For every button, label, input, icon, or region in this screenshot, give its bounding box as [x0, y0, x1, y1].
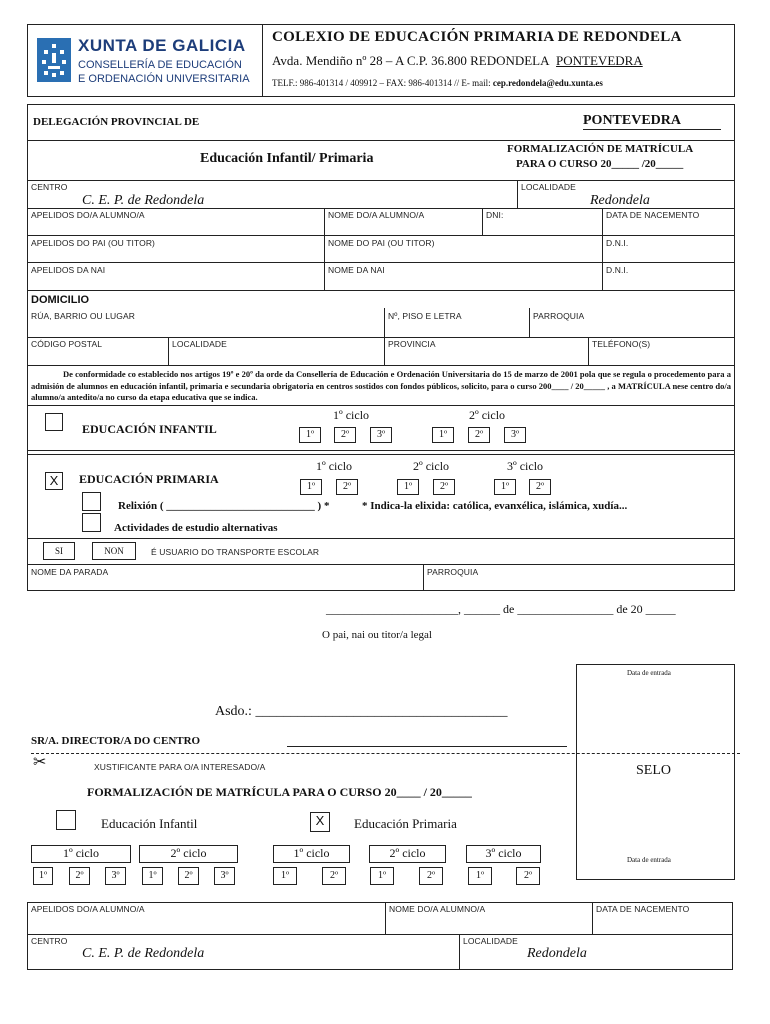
level-title: Educación Infantil/ Primaria — [200, 151, 374, 166]
infantil-c1-y2[interactable]: 2º — [334, 427, 356, 443]
infantil-label: EDUCACIÓN INFANTIL — [82, 422, 217, 436]
relixion-note: * Indica-la elixida: católica, evanxélica, islámica, xudía... — [362, 500, 628, 512]
receipt-pri-c1-y2[interactable]: 2º — [322, 867, 346, 885]
address-city: PONTEVEDRA — [556, 53, 643, 68]
school-contact — [272, 78, 603, 88]
primaria-c3-y2[interactable]: 2º — [529, 479, 551, 495]
receipt-primaria-label: Educación Primaria — [354, 816, 457, 831]
nome-pai-label: NOME DO PAI (OU TITOR) — [328, 238, 435, 248]
receipt-primaria-ciclo2[interactable]: 2º ciclo — [369, 845, 446, 863]
infantil-c1-y3[interactable]: 3º — [370, 427, 392, 443]
apelidos-pai-label: APELIDOS DO PAI (OU TITOR) — [31, 238, 155, 248]
rua-label: RÚA, BARRIO OU LUGAR — [31, 311, 136, 321]
receipt-pri-c2-y2[interactable]: 2º — [419, 867, 443, 885]
infantil-c2-y3[interactable]: 3º — [504, 427, 526, 443]
actividades-label: Actividades de estudio alternativas — [114, 522, 278, 534]
receipt-pri-c3-y2[interactable]: 2º — [516, 867, 540, 885]
contact-text: TELF.: 986-401314 / 409912 – FAX: 986-401314 // E- mail: — [272, 78, 493, 88]
primaria-c1-y1[interactable]: 1º — [300, 479, 322, 495]
xustificante-label: XUSTIFICANTE PARA O/A INTERESADO/A — [94, 762, 266, 772]
data-entrada-label: Data de entrada — [627, 669, 671, 677]
primaria-label: EDUCACIÓN PRIMARIA — [79, 472, 219, 486]
receipt-localidade-value[interactable]: Redondela — [527, 946, 587, 961]
receipt-inf-c2-y2[interactable]: 2º — [178, 867, 199, 885]
school-name: COLEXIO DE EDUCACIÓN PRIMARIA DE REDONDELA — [272, 29, 682, 45]
receipt-primaria-ciclo3[interactable]: 3º ciclo — [466, 845, 541, 863]
domicilio-label: DOMICILIO — [31, 294, 90, 306]
primaria-c3-y1[interactable]: 1º — [494, 479, 516, 495]
receipt-inf-c2-y3[interactable]: 3º — [214, 867, 235, 885]
receipt-inf-c2-y1[interactable]: 1º — [142, 867, 163, 885]
dni-nai-label: D.N.I. — [606, 265, 629, 275]
actividades-checkbox[interactable] — [82, 513, 101, 532]
formalization-line1: FORMALIZACIÓN DE MATRÍCULA — [507, 143, 694, 155]
primaria-ciclo1: 1º ciclo — [316, 459, 353, 473]
receipt-nome-label: NOME DO/A ALUMNO/A — [389, 904, 486, 914]
receipt-inf-c1-y1[interactable]: 1º — [33, 867, 53, 885]
nome-parada-label: NOME DA PARADA — [31, 567, 109, 577]
address-text: Avda. Mendiño nº 28 – A C.P. 36.800 REDONDELA — [272, 53, 549, 68]
receipt-centro-value[interactable]: C. E. P. de Redondela — [82, 946, 205, 961]
xunta-line1: CONSELLERÍA DE EDUCACIÓN — [78, 59, 242, 71]
xunta-line2: E ORDENACIÓN UNIVERSITARIA — [78, 73, 250, 85]
signer-label: O pai, nai ou titor/a legal — [322, 629, 432, 641]
localidade2-label: LOCALIDADE — [172, 339, 227, 349]
infantil-c2-y2[interactable]: 2º — [468, 427, 490, 443]
transporte-label: É USUARIO DO TRANSPORTE ESCOLAR — [151, 547, 320, 557]
primaria-c1-y2[interactable]: 2º — [336, 479, 358, 495]
piso-label: Nº, PISO E LETRA — [388, 311, 462, 321]
data-nacemento-label: DATA DE NACEMENTO — [606, 210, 700, 220]
centro-value[interactable]: C. E. P. de Redondela — [82, 193, 205, 208]
formalization-line2: PARA O CURSO 20_____ /20_____ — [516, 158, 684, 170]
receipt-centro-label: CENTRO — [31, 936, 68, 946]
conformity-text: De conformidade co establecido nos artigos 19º e 20º da orde da Consellería de Educación e Ordenación Universitaria do 15 de marzo de 2001 pola que se regula o procedemento para a admisión de alumnos en educación infantil, primaria e secundaria obrigatoria en centros sostidos con fondos públicos, solicito, para o curso 200____ / 20_____ , a MATRÍCULA nese centro do/a alumno/a antedito/a no curso da etapa educativa que se indica. — [31, 369, 731, 402]
si-box[interactable] — [43, 542, 75, 560]
receipt-data-entrada-label: Data de entrada — [627, 856, 671, 864]
non-label: NON — [104, 546, 124, 556]
dni-label: DNI: — [486, 210, 504, 220]
infantil-c1-y1[interactable]: 1º — [299, 427, 321, 443]
receipt-infantil-ciclo1[interactable]: 1º ciclo — [31, 845, 131, 863]
receipt-pri-c2-y1[interactable]: 1º — [370, 867, 394, 885]
receipt-inf-c1-y2[interactable]: 2º — [69, 867, 90, 885]
receipt-primaria-ciclo1[interactable]: 1º ciclo — [273, 845, 350, 863]
centro-label: CENTRO — [31, 182, 68, 192]
receipt-apelidos-label: APELIDOS DO/A ALUMNO/A — [31, 904, 145, 914]
nome-nai-label: NOME DA NAI — [328, 265, 385, 275]
localidade-value[interactable]: Redondela — [590, 193, 650, 208]
apelidos-alumno-label: APELIDOS DO/A ALUMNO/A — [31, 210, 145, 220]
localidade-label: LOCALIDADE — [521, 182, 576, 192]
infantil-checkbox[interactable] — [45, 413, 63, 431]
receipt-infantil-ciclo2[interactable]: 2º ciclo — [139, 845, 238, 863]
scissors-icon: ✂ — [33, 752, 47, 771]
primaria-checkbox[interactable]: X — [45, 472, 63, 490]
si-label: SI — [54, 546, 63, 556]
receipt-localidade-label: LOCALIDADE — [463, 936, 518, 946]
receipt-pri-c1-y1[interactable]: 1º — [273, 867, 297, 885]
primaria-ciclo2: 2º ciclo — [413, 459, 450, 473]
receipt-infantil-checkbox[interactable] — [56, 810, 76, 830]
infantil-ciclo1: 1º ciclo — [333, 408, 370, 422]
xunta-title: XUNTA DE GALICIA — [78, 36, 246, 55]
delegation-value: PONTEVEDRA — [583, 113, 721, 130]
xunta-logo — [37, 38, 71, 82]
cut-line — [31, 753, 740, 754]
school-email[interactable]: cep.redondela@edu.xunta.es — [492, 78, 603, 88]
relixion-label: Relixión ( ___________________________ ) * — [118, 500, 330, 512]
school-address — [272, 53, 643, 69]
delegation-label: DELEGACIÓN PROVINCIAL DE — [33, 116, 200, 128]
receipt-primaria-checkbox[interactable]: X — [310, 812, 330, 832]
codigo-postal-label: CÓDIGO POSTAL — [31, 339, 103, 349]
infantil-c2-y1[interactable]: 1º — [432, 427, 454, 443]
xunta-emblem-icon — [37, 38, 71, 82]
parroquia-label: PARROQUIA — [533, 311, 585, 321]
receipt-pri-c3-y1[interactable]: 1º — [468, 867, 492, 885]
primaria-ciclo3: 3º ciclo — [507, 459, 544, 473]
telefono-label: TELÉFONO(S) — [592, 339, 651, 349]
nome-alumno-label: NOME DO/A ALUMNO/A — [328, 210, 425, 220]
infantil-ciclo2: 2º ciclo — [469, 408, 506, 422]
receipt-inf-c1-y3[interactable]: 3º — [105, 867, 126, 885]
primaria-c2-y2[interactable]: 2º — [433, 479, 455, 495]
dni-pai-label: D.N.I. — [606, 238, 629, 248]
director-label: SR/A. DIRECTOR/A DO CENTRO — [31, 735, 201, 747]
selo-label: SELO — [636, 763, 671, 778]
date-line[interactable]: ______________________, ______ de ________________ de 20 _____ — [326, 602, 676, 616]
non-box[interactable] — [92, 542, 136, 560]
receipt-title: FORMALIZACIÓN DE MATRÍCULA PARA O CURSO 20____ / 20_____ — [87, 785, 472, 799]
parroquia2-label: PARROQUIA — [427, 567, 479, 577]
asdo-label[interactable]: Asdo.: ____________________________________ — [215, 704, 508, 719]
provincia-label: PROVINCIA — [388, 339, 436, 349]
primaria-c2-y1[interactable]: 1º — [397, 479, 419, 495]
receipt-data-nacemento-label: DATA DE NACEMENTO — [596, 904, 690, 914]
relixion-checkbox[interactable] — [82, 492, 101, 511]
apelidos-nai-label: APELIDOS DA NAI — [31, 265, 106, 275]
receipt-infantil-label: Educación Infantil — [101, 816, 198, 831]
